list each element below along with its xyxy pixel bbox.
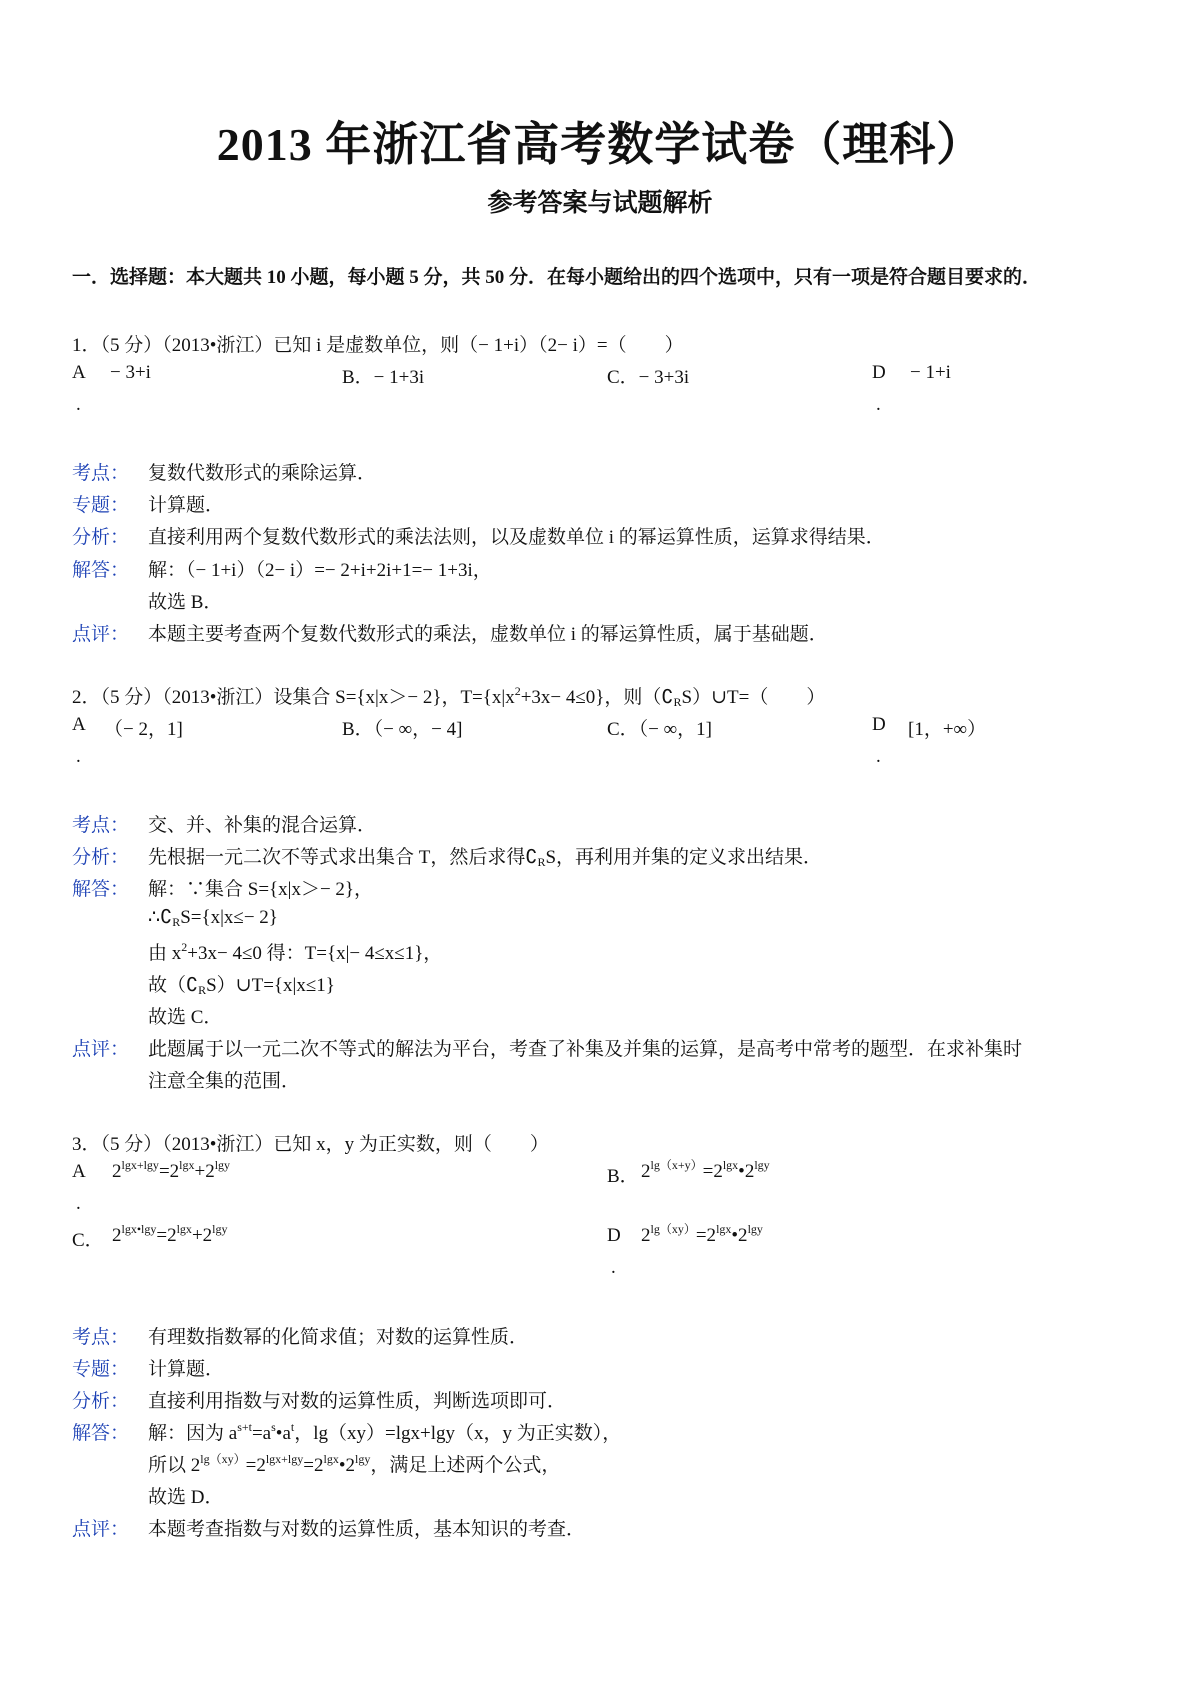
q1-jieda-line2: 故选 B． (148, 592, 223, 613)
q3-option-c (112, 1222, 228, 1247)
q3-a-exp2: lgx (179, 1158, 195, 1172)
q3-option-a (112, 1158, 231, 1183)
q3-stem: 3．（5 分）（2013•浙江）已知 x，y 为正实数，则（ ） (72, 1134, 549, 1155)
q1-dianping: 本题主要考查两个复数代数形式的乘法，虚数单位 i 的幂运算性质，属于基础题． (148, 624, 828, 645)
q1-jieda-label: 解答： (72, 560, 130, 581)
q3-c-plus: +2 (191, 1225, 213, 1246)
q3-fenxi-label: 分析： (72, 1391, 130, 1412)
option-dot: . (76, 394, 81, 415)
q3-c-base: 2 (112, 1225, 122, 1246)
q1-option-a: − 3+i (110, 362, 151, 383)
q2-fenxi-sub: R (537, 855, 546, 869)
q2-fenxi-label: 分析： (72, 847, 130, 868)
q3-zhuanti: 计算题． (148, 1359, 225, 1380)
q2-jieda-line3 (148, 938, 442, 965)
q2-jieda-line5: 故选 C． (148, 1007, 223, 1028)
q3-jieda-2e: ，满足上述两个公式， (370, 1455, 561, 1476)
q3-jieda-1b: =a (251, 1423, 272, 1444)
q1-stem: 1．（5 分）（2013•浙江）已知 i 是虚数单位，则（− 1+i）（2− i）=（ ） (72, 335, 684, 356)
q2-stem-sub: R (673, 695, 682, 709)
q3-zhuanti-label: 专题： (72, 1359, 130, 1380)
q3-a-mid: =2 (158, 1161, 180, 1182)
q3-d-exp3: lgy (747, 1222, 763, 1236)
q3-d-base: 2 (641, 1225, 651, 1246)
option-dot: . (876, 394, 881, 415)
q3-jieda-1-sup3: t (290, 1420, 295, 1434)
q1-option-b: B．− 1+3i (342, 367, 425, 388)
q2-jieda-line1: 解：∵集合 S={x|x＞− 2}， (148, 879, 374, 900)
q3-dianping-label: 点评： (72, 1519, 130, 1540)
q1-dianping-label: 点评： (72, 624, 130, 645)
q1-option-a-key: A (72, 362, 86, 383)
q3-dianping: 本题考查指数与对数的运算性质，基本知识的考查． (148, 1519, 586, 1540)
q3-d-dot: •2 (731, 1225, 748, 1246)
q2-jieda-line2-part2: S={x|x≤− 2} (180, 907, 278, 928)
q3-option-b-key: B． (607, 1166, 639, 1187)
q1-jieda-line1: 解：（− 1+i）（2− i）=− 2+i+2i+1=− 1+3i， (148, 560, 492, 581)
q3-c-exp3: lgy (212, 1222, 228, 1236)
q3-jieda-1-sup2: s (271, 1420, 276, 1434)
q1-fenxi: 直接利用两个复数代数形式的乘法法则，以及虚数单位 i 的幂运算性质，运算求得结果． (148, 527, 885, 548)
q2-dianping-label: 点评： (72, 1039, 130, 1060)
q3-jieda-2d: •2 (338, 1455, 355, 1476)
q3-d-exp2: lgx (716, 1222, 732, 1236)
q2-jieda-line2-sub: R (172, 915, 181, 929)
q3-jieda-label: 解答： (72, 1423, 130, 1444)
q2-jieda-line4-part2: S）∪T={x|x≤1} (206, 975, 335, 996)
q3-d-exp1: lg（xy） (650, 1222, 696, 1236)
q3-c-exp2: lgx (176, 1222, 192, 1236)
q1-option-d: − 1+i (910, 362, 951, 383)
q2-fenxi (148, 842, 822, 869)
q3-d-mid: =2 (695, 1225, 717, 1246)
q3-jieda-1a: 解：因为 a (148, 1423, 238, 1444)
q3-b-exp1: lg（x+y） (650, 1158, 703, 1172)
q3-jieda-2-sup1: lg（xy） (200, 1452, 246, 1466)
q3-option-d-key: D (607, 1225, 621, 1246)
q2-option-d: [1，+∞） (908, 719, 987, 740)
q2-option-a-key: A (72, 714, 86, 735)
q3-option-c-key: C． (72, 1230, 104, 1251)
q2-jieda-line2-part1: ∴∁ (148, 907, 173, 928)
q2-kaodian: 交、并、补集的混合运算． (148, 815, 377, 836)
q2-jieda-line4-part1: 故（∁ (148, 975, 199, 996)
q3-jieda-1c: •a (275, 1423, 291, 1444)
q3-option-a-key: A (72, 1161, 86, 1182)
option-dot: . (876, 746, 881, 767)
option-dot: . (76, 1193, 81, 1214)
q2-jieda-line3-sup: 2 (181, 940, 188, 954)
q3-jieda-1d: ，lg（xy）=lgx+lgy（x，y 为正实数）， (294, 1423, 622, 1444)
q2-stem (72, 682, 825, 709)
q2-jieda-line2 (148, 906, 278, 929)
q2-option-a: （− 2，1] (104, 719, 183, 740)
q3-c-exp1: lgx•lgy (121, 1222, 157, 1236)
q2-dianping-line1: 此题属于以一元二次不等式的解法为平台，考查了补集及并集的运算，是高考中常考的题型．在求补集时 (148, 1039, 1023, 1060)
q2-stem-sup: 2 (514, 684, 521, 698)
q3-b-exp2: lgx (722, 1158, 739, 1172)
q2-option-d-key: D (872, 714, 886, 735)
page-subtitle: 参考答案与试题解析 (487, 190, 713, 217)
q1-zhuanti: 计算题． (148, 495, 225, 516)
q3-a-base: 2 (112, 1161, 122, 1182)
q1-zhuanti-label: 专题： (72, 495, 130, 516)
q2-fenxi-part2: S，再利用并集的定义求出结果． (545, 847, 823, 868)
q3-b-mid: =2 (702, 1161, 723, 1182)
q2-stem-part2: +3x− 4≤0}，则（∁ (520, 687, 674, 708)
option-dot: . (611, 1257, 616, 1278)
q1-fenxi-label: 分析： (72, 527, 130, 548)
q3-c-mid: =2 (156, 1225, 177, 1246)
q1-option-c: C．− 3+3i (607, 367, 690, 388)
q3-jieda-2c: =2 (303, 1455, 324, 1476)
q3-jieda-2-sup2: lgx+lgy (265, 1452, 304, 1466)
page-title: 2013 年浙江省高考数学试卷（理科） (216, 119, 984, 170)
q3-option-d (641, 1222, 763, 1247)
q2-stem-part1: 2．（5 分）（2013•浙江）设集合 S={x|x＞− 2}，T={x|x (72, 687, 515, 708)
q1-option-d-key: D (872, 362, 886, 383)
q1-kaodian-label: 考点： (72, 463, 130, 484)
q2-kaodian-label: 考点： (72, 815, 130, 836)
q2-jieda-label: 解答： (72, 879, 130, 900)
q3-a-exp3: lgy (214, 1158, 231, 1172)
section-heading: 一．选择题：本大题共 10 小题，每小题 5 分，共 50 分．在每小题给出的四个选项中，只有一项是符合题目要求的． (72, 267, 1042, 288)
q2-option-b: B．（− ∞，− 4] (342, 719, 463, 740)
q2-option-c: C．（− ∞，1] (607, 719, 713, 740)
q3-kaodian-label: 考点： (72, 1327, 130, 1348)
q3-a-exp1: lgx+lgy (121, 1158, 159, 1172)
q2-stem-part3: S）∪T=（ ） (681, 687, 826, 708)
q2-dianping-line2: 注意全集的范围． (148, 1071, 301, 1092)
q3-jieda-2b: =2 (245, 1455, 266, 1476)
q3-kaodian: 有理数指数幂的化简求值；对数的运算性质． (148, 1327, 529, 1348)
q3-jieda-2-sup3: lgx (323, 1452, 339, 1466)
q3-option-b (641, 1158, 770, 1183)
q1-kaodian: 复数代数形式的乘除运算． (148, 463, 377, 484)
q2-jieda-line4-sub: R (198, 983, 207, 997)
q3-jieda-line3: 故选 D． (148, 1487, 224, 1508)
q2-fenxi-part1: 先根据一元二次不等式求出集合 T，然后求得∁ (148, 847, 538, 868)
q3-jieda-2a: 所以 2 (148, 1455, 201, 1476)
q3-fenxi: 直接利用指数与对数的运算性质，判断选项即可． (148, 1391, 567, 1412)
q3-jieda-1-sup1: s+t (237, 1420, 252, 1434)
q3-jieda-line2 (148, 1450, 560, 1477)
q2-jieda-line3-part1: 由 x (148, 943, 182, 964)
q3-jieda-2-sup4: lgy (354, 1452, 371, 1466)
q3-b-exp3: lgy (754, 1158, 770, 1172)
q3-b-dot: •2 (738, 1161, 755, 1182)
q2-jieda-line3-part2: +3x− 4≤0 得：T={x|− 4≤x≤1}， (187, 943, 443, 964)
q3-a-plus: +2 (194, 1161, 215, 1182)
q3-jieda-line1 (148, 1418, 621, 1445)
q2-jieda-line4 (148, 970, 335, 997)
option-dot: . (76, 746, 81, 767)
q3-b-base: 2 (641, 1161, 651, 1182)
